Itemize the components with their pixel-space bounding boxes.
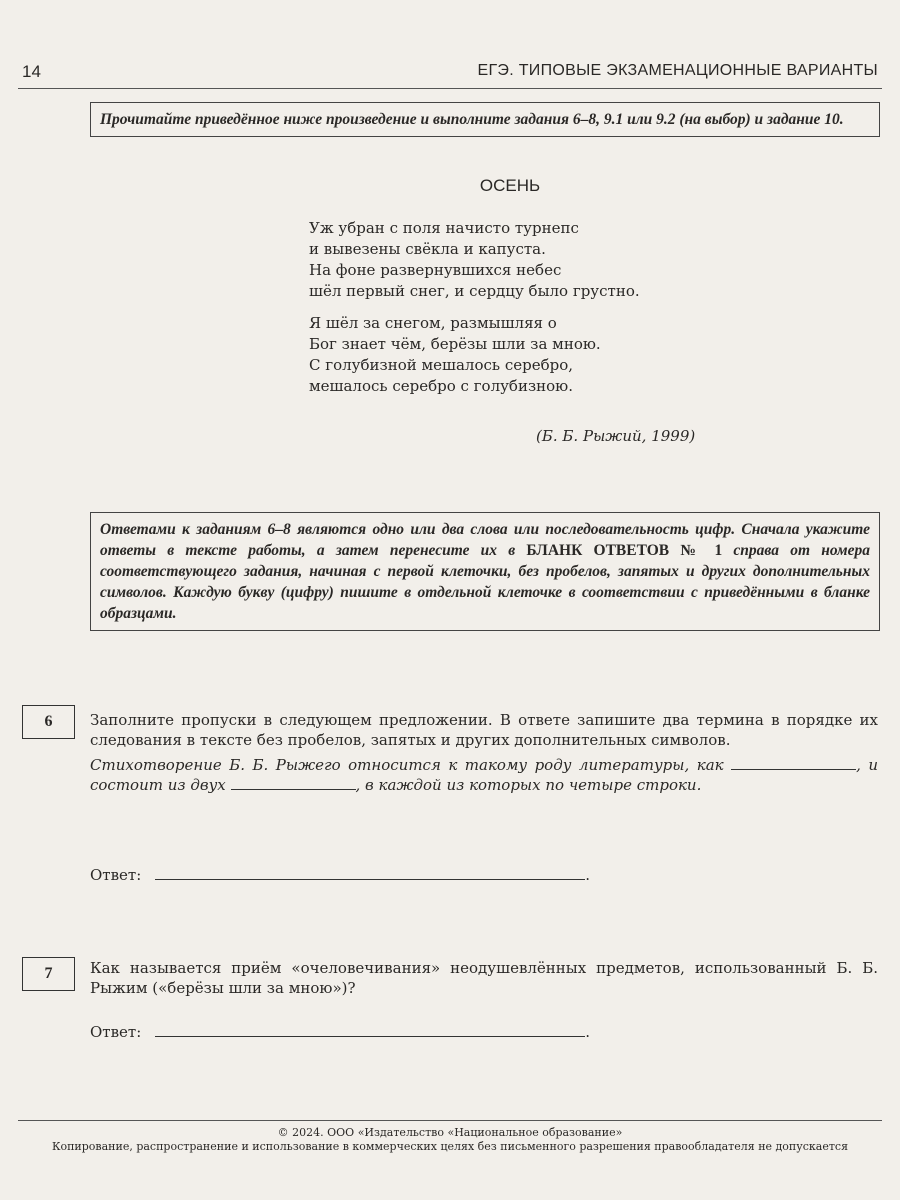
task-6-sentence (90, 755, 878, 795)
instruction-emphasis: БЛАНК ОТВЕТОВ № 1 (526, 542, 723, 559)
poem-line: и вывезены свёкла и капуста. (309, 240, 546, 258)
task-7 (90, 958, 878, 1003)
answer-label: Ответ: (90, 866, 142, 884)
sentence-part: , и состоит из двух (90, 756, 878, 794)
poem-line: Я шёл за снегом, размышляя о (309, 314, 557, 332)
answer-label: Ответ: (90, 1023, 142, 1041)
poem-attribution: (Б. Б. Рыжий, 1999) (536, 427, 696, 445)
answer-field[interactable] (155, 865, 585, 880)
footer-notice: Копирование, распространение и использование в коммерческих целях без письменного разрешения правообладателя не допускается (51, 1140, 849, 1153)
blank-2[interactable] (231, 777, 356, 790)
task-6-text: Заполните пропуски в следующем предложении. В ответе запишите два термина в порядке их следования в тексте без пробелов, запятых и других дополнительных символов. (90, 711, 878, 749)
poem-line: Уж убран с поля начисто турнепс (309, 219, 579, 237)
sentence-part: Стихотворение Б. Б. Рыжего относится к такому роду литературы, как (90, 756, 732, 774)
poem-line: С голубизной мешалось серебро, (309, 356, 574, 374)
poem-stanza-1 (309, 218, 640, 302)
footer-copyright: © 2024. ООО «Издательство «Национальное образование» (277, 1126, 623, 1139)
sentence-part: , в каждой из которых по четыре строки. (355, 776, 702, 794)
task-number-7: 7 (22, 957, 75, 991)
task-7-answer: Ответ: . (90, 1023, 591, 1041)
task-6 (90, 710, 878, 800)
header-divider (18, 88, 882, 89)
task-number-6: 6 (22, 705, 75, 739)
task-6-answer: Ответ: . (90, 866, 591, 884)
instruction-text: Ответами к заданиям 6–8 являются одно или два слова или последовательность цифр. Сначала укажите ответы в тексте работы, а затем перенесите их в (100, 521, 870, 559)
poem-line: Бог знает чём, берёзы шли за мною. (309, 335, 601, 353)
poem-title: ОСЕНЬ (479, 176, 541, 195)
instruction-text: справа от номера соответствующего задания, начиная с первой клеточки, без пробелов, запятых и других дополнительных символов. Каждую букву (цифру) пишите в отдельной клеточке в соответствии с приведёнными в бланке образцами. (100, 542, 870, 622)
task-7-text: Как называется приём «очеловечивания» неодушевлённых предметов, использованный Б. Б. Рыжим («берёзы шли за мною»)? (90, 959, 878, 997)
blank-1[interactable] (731, 757, 856, 770)
poem-line: шёл первый снег, и сердцу было грустно. (309, 282, 640, 300)
running-title: ЕГЭ. ТИПОВЫЕ ЭКЗАМЕНАЦИОННЫЕ ВАРИАНТЫ (477, 62, 878, 79)
poem-line: На фоне развернувшихся небес (309, 261, 562, 279)
page-number: 14 (22, 62, 41, 81)
answer-instruction (90, 512, 880, 631)
poem-line: мешалось серебро с голубизною. (309, 377, 573, 395)
answer-field[interactable] (155, 1022, 585, 1037)
poem-stanza-2 (309, 313, 601, 397)
reading-instruction: Прочитайте приведённое ниже произведение и выполните задания 6–8, 9.1 или 9.2 (на выбор) и задание 10. (90, 102, 880, 137)
footer-divider (18, 1120, 882, 1121)
